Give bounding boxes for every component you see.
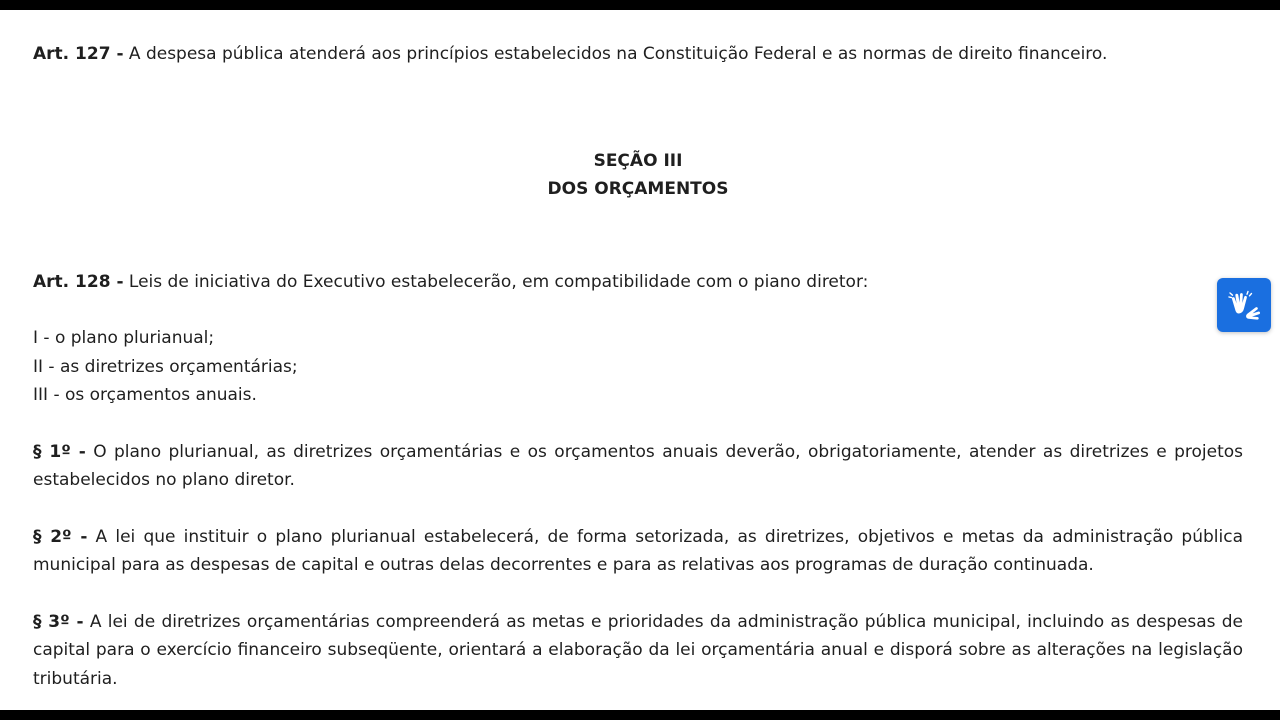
paragraph-1-label: § 1º - [33, 441, 86, 462]
paragraph-1 [33, 438, 1243, 495]
article-128 [33, 268, 1243, 297]
section-title: DOS ORÇAMENTOS [547, 179, 729, 199]
document-viewport [0, 10, 1280, 710]
section-number: SEÇÃO III [593, 150, 683, 171]
paragraph-3 [33, 608, 1243, 694]
law-text [33, 40, 1243, 693]
sign-language-hands-icon [1226, 287, 1262, 323]
paragraph-3-label: § 3º - [33, 611, 84, 632]
paragraph-1-text: O plano plurianual, as diretrizes orçamentárias e os orçamentos anuais deverão, obrigatoriamente, atender as diretrizes e projetos estabelecidos no plano diretor. [33, 441, 1243, 490]
inciso-item: I - o plano plurianual; [33, 328, 215, 348]
paragraph-2-text: A lei que instituir o plano plurianual estabelecerá, de forma setorizada, as diretrizes, objetivos e metas da administração pública municipal para as despesas de capital e outras delas decorrentes e para as relativas aos programas de duração continuada. [33, 526, 1243, 575]
paragraph-2-label: § 2º - [33, 526, 88, 547]
article-127-text: A despesa pública atenderá aos princípios estabelecidos na Constituição Federal e as normas de direito financeiro. [123, 44, 1108, 64]
article-127 [33, 40, 1243, 69]
inciso-item: III - os orçamentos anuais. [33, 385, 257, 405]
paragraph-2 [33, 523, 1243, 580]
article-128-label: Art. 128 - [33, 271, 124, 292]
article-128-text: Leis de iniciativa do Executivo estabelecerão, em compatibilidade com o piano diretor: [123, 271, 869, 292]
inciso-item: II - as diretrizes orçamentárias; [33, 356, 298, 377]
accessibility-sign-language-button[interactable] [1217, 278, 1271, 332]
article-128-incisos [33, 324, 1243, 410]
section-heading [33, 147, 1243, 204]
paragraph-3-text: A lei de diretrizes orçamentárias compreenderá as metas e prioridades da administração pública municipal, incluindo as despesas de capital para o exercício financeiro subseqüente, orientará a elaboração da lei orçamentária anual e disporá sobre as alterações na legislação tributária. [33, 611, 1244, 689]
article-127-label: Art. 127 - [33, 44, 124, 64]
